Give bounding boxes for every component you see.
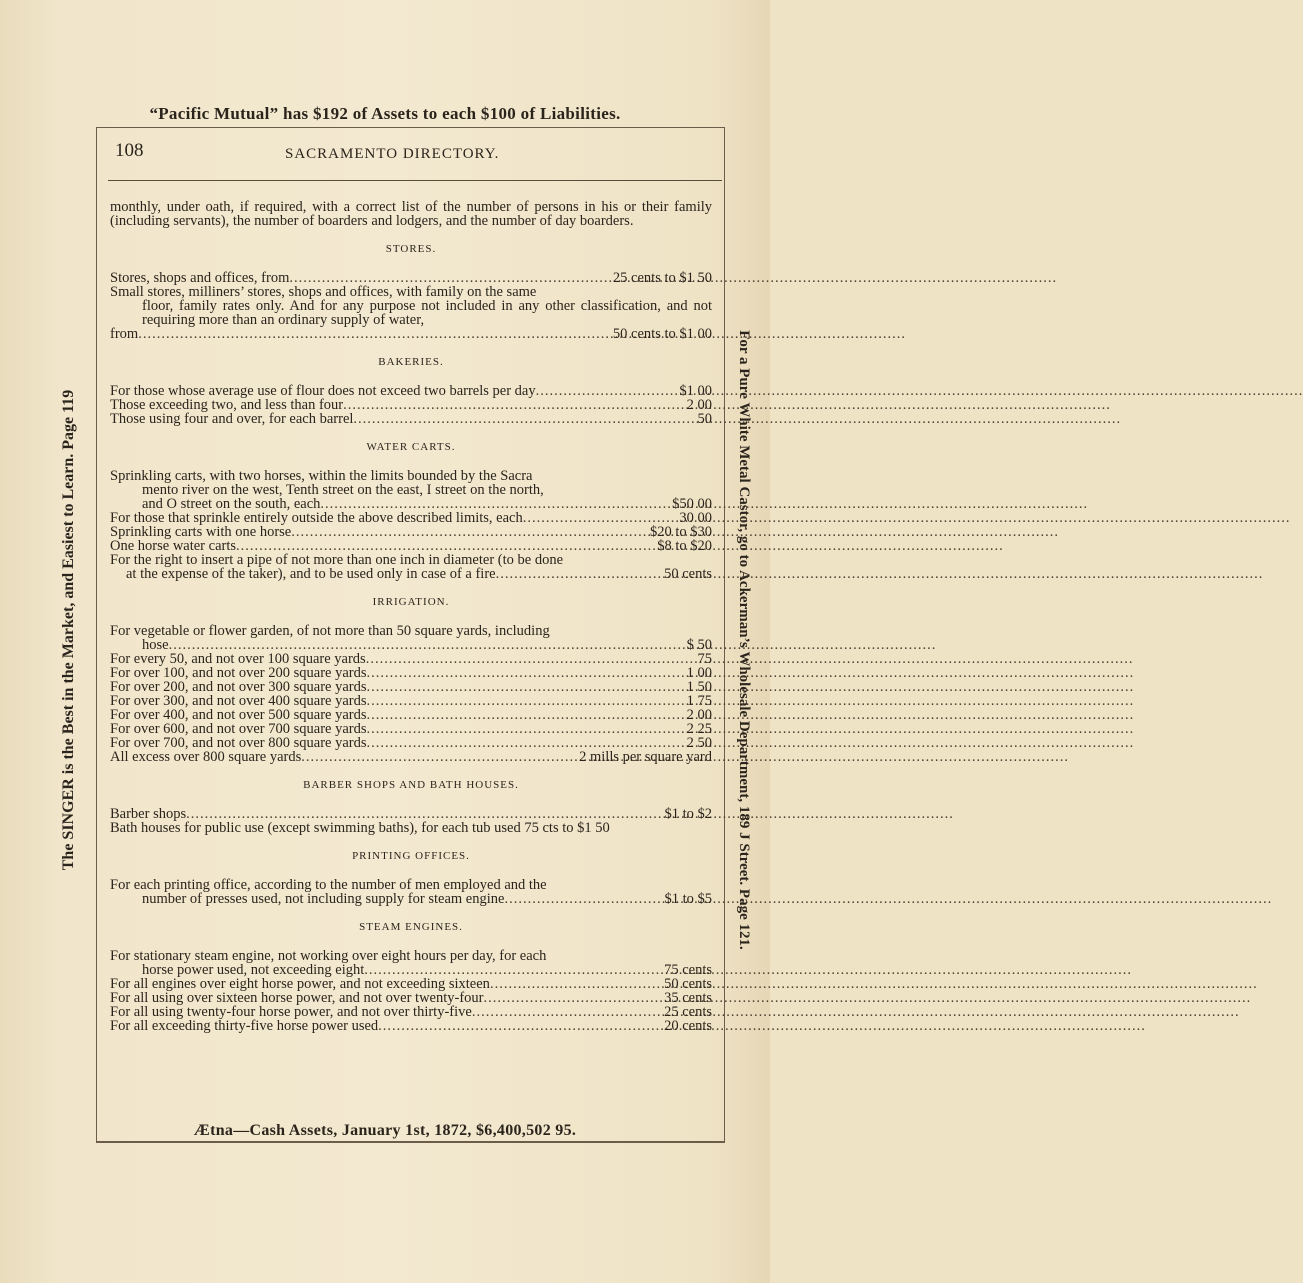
rate-label: hose — [142, 637, 169, 653]
rate-line — [110, 963, 712, 977]
rate-line — [110, 991, 712, 1005]
rate-amount: $1 to $2 — [664, 806, 712, 822]
rate-text: For vegetable or flower garden, of not more than 50 square yards, including — [110, 623, 550, 639]
section-heading-bakeries: BAKERIES. — [378, 356, 444, 368]
page-body — [110, 200, 712, 1033]
rate-label: Sprinkling carts with one horse — [110, 524, 292, 540]
rate-text: For each printing office, according to the number of men employed and the — [110, 877, 547, 893]
rate-line — [110, 638, 712, 652]
leader-dots — [301, 750, 577, 764]
section-heading-water-carts: WATER CARTS. — [366, 441, 456, 453]
rate-amount: 50 cents — [664, 566, 712, 582]
rate-line — [110, 1019, 712, 1033]
rate-amount: 2 00 — [686, 707, 712, 723]
leader-dots — [367, 736, 685, 750]
rate-amount: 2 25 — [686, 721, 712, 737]
rate-amount: $50 00 — [672, 496, 712, 512]
top-advertisement: “Pacific Mutual” has $192 of Assets to each $100 of Liabilities. — [149, 104, 621, 123]
leader-dots — [504, 892, 662, 906]
rate-label: horse power used, not exceeding eight — [142, 962, 365, 978]
page-header — [115, 140, 715, 170]
leader-dots — [320, 497, 670, 511]
rate-label: For over 600, and not over 700 square yards — [110, 721, 367, 737]
section-heading-barber: BARBER SHOPS AND BATH HOUSES. — [303, 779, 519, 791]
rate-label: and O street on the south, each — [142, 496, 321, 512]
rate-text: Sprinkling carts, with two horses, within the limits bounded by the Sacra — [110, 468, 533, 484]
rate-amount: $ 50 — [686, 637, 712, 653]
rate-label: For over 700, and not over 800 square yards — [110, 735, 367, 751]
leader-dots — [186, 807, 662, 821]
rate-amount: 1 50 — [686, 679, 712, 695]
leader-dots — [291, 525, 648, 539]
rate-amount: 2 00 — [686, 397, 712, 413]
rate-line — [110, 892, 712, 906]
leader-dots — [353, 412, 695, 426]
page-number: 108 — [115, 140, 144, 161]
section-heading-printing: PRINTING OFFICES. — [352, 850, 470, 862]
leader-dots — [343, 398, 684, 412]
section-heading-steam: STEAM ENGINES. — [359, 921, 463, 933]
rate-amount: $1 to $5 — [664, 891, 712, 907]
rate-text-continued: mento river on the west, Tenth street on the east, I street on the north, — [142, 482, 544, 498]
leader-dots — [366, 652, 696, 666]
rate-line — [110, 525, 712, 539]
rate-amount: 50 cents — [664, 976, 712, 992]
leader-dots — [138, 327, 611, 341]
rate-line — [110, 271, 712, 285]
rate-label: For all engines over eight horse power, and not exceeding sixteen — [110, 976, 490, 992]
leader-dots — [496, 567, 662, 581]
rate-amount: $20 to $30 — [649, 524, 712, 540]
leader-dots — [169, 638, 685, 652]
rate-text: Small stores, milliners’ stores, shops and offices, with family on the same — [110, 284, 537, 300]
section-heading-irrigation: IRRIGATION. — [372, 596, 450, 608]
rate-amount: 2 mills per square yard — [579, 749, 712, 765]
leader-dots — [367, 680, 685, 694]
rate-line — [110, 722, 712, 736]
section-heading-stores: STORES. — [385, 243, 437, 255]
leader-dots — [367, 708, 685, 722]
rate-amount: 75 cents — [664, 962, 712, 978]
rate-amount: 1 75 — [686, 693, 712, 709]
rate-amount: 75 — [697, 651, 712, 667]
rate-line — [110, 1005, 712, 1019]
rate-label: One horse water carts — [110, 538, 237, 554]
rate-line — [110, 652, 712, 666]
rate-label: Those using four and over, for each barrel — [110, 411, 354, 427]
rate-amount: 25 cents to $1 50 — [612, 270, 712, 286]
rate-line — [110, 680, 712, 694]
rate-line — [110, 736, 712, 750]
rate-line — [110, 708, 712, 722]
rate-amount: 50 cents to $1 00 — [612, 326, 712, 342]
rate-label: at the expense of the taker), and to be used only in case of a fire — [126, 566, 496, 582]
rate-amount: 20 cents — [664, 1018, 712, 1034]
rate-label: from — [110, 326, 139, 342]
rate-amount: 2 50 — [686, 735, 712, 751]
rate-line — [110, 497, 712, 511]
rate-amount: 25 cents — [664, 1004, 712, 1020]
leader-dots — [536, 384, 678, 398]
rate-amount: 1 00 — [686, 665, 712, 681]
leader-dots — [378, 1019, 662, 1033]
rate-amount: 50 — [697, 411, 712, 427]
rate-amount: 35 cents — [664, 990, 712, 1006]
rate-label: Stores, shops and offices, from — [110, 270, 290, 286]
rate-label: For those whose average use of flour does not exceed two barrels per day — [110, 383, 536, 399]
rate-label: For over 400, and not over 500 square yards — [110, 707, 367, 723]
leader-dots — [236, 539, 655, 553]
rate-line — [110, 694, 712, 708]
rate-line — [110, 750, 712, 764]
rate-label: For every 50, and not over 100 square yards — [110, 651, 366, 667]
leader-dots — [364, 963, 662, 977]
rate-line — [110, 666, 712, 680]
rate-label: Those exceeding two, and less than four — [110, 397, 344, 413]
rate-amount: $8 to $20 — [657, 538, 712, 554]
leader-dots — [484, 991, 663, 1005]
leader-dots — [289, 271, 611, 285]
rate-line — [110, 539, 712, 553]
rate-label: For all exceeding thirty-five horse power used — [110, 1018, 379, 1034]
leader-dots — [472, 1005, 662, 1019]
rate-label: For over 200, and not over 300 square yards — [110, 679, 367, 695]
rate-label: Barber shops — [110, 806, 187, 822]
rate-text: For stationary steam engine, not working over eight hours per day, for each — [110, 948, 547, 964]
leader-dots — [367, 722, 685, 736]
rate-amount: $1 00 — [679, 383, 712, 399]
rate-label: For over 100, and not over 200 square yards — [110, 665, 367, 681]
rate-line — [110, 398, 712, 412]
leader-dots — [523, 511, 678, 525]
running-head: SACRAMENTO DIRECTORY. — [285, 146, 500, 162]
rate-line — [110, 977, 712, 991]
rate-line — [110, 511, 712, 525]
intro-paragraph: monthly, under oath, if required, with a correct list of the number of persons in his or their family (including servants), the number of boarders and lodgers, and the number of day boarders. — [110, 199, 712, 229]
right-margin-advertisement: For a Pure White Metal Castor, go to Ackerman’s Wholesale Department, 189 J Street. Page 121. — [736, 330, 752, 950]
leader-dots — [490, 977, 662, 991]
rate-line — [110, 567, 712, 581]
rate-label: For over 300, and not over 400 square yards — [110, 693, 367, 709]
rate-line — [110, 807, 712, 821]
rate-label: number of presses used, not including supply for steam engine — [142, 891, 505, 907]
rate-amount: 30 00 — [679, 510, 712, 526]
leader-dots — [367, 694, 685, 708]
rate-text: For the right to insert a pipe of not more than one inch in diameter (to be done — [110, 552, 564, 568]
leader-dots — [367, 666, 685, 680]
rate-text-continued: floor, family rates only. And for any purpose not included in any other classification, and not requiring more than an ordinary supply of water, — [142, 298, 712, 328]
bottom-advertisement: Ætna—Cash Assets, January 1st, 1872, $6,400,502 95. — [193, 1122, 577, 1139]
rate-label: For all using over sixteen horse power, and not over twenty-four — [110, 990, 484, 1006]
rate-text: Bath houses for public use (except swimming baths), for each tub used 75 cts to $1 50 — [110, 820, 610, 836]
rate-label: For those that sprinkle entirely outside the above described limits, each — [110, 510, 523, 526]
header-rule — [108, 180, 722, 181]
rate-line — [110, 384, 712, 398]
left-margin-advertisement: The SINGER is the Best in the Market, and Easiest to Learn. Page 119 — [60, 389, 77, 871]
rate-line — [110, 412, 712, 426]
rate-line — [110, 327, 712, 341]
rate-label: All excess over 800 square yards — [110, 749, 302, 765]
rate-label: For all using twenty-four horse power, and not over thirty-five — [110, 1004, 472, 1020]
